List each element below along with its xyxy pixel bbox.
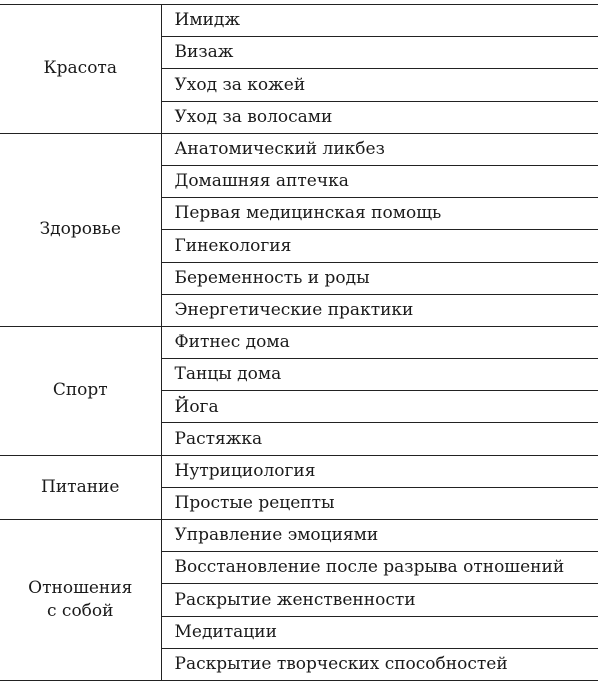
- category-cell: [0, 520, 161, 681]
- category-cell: [0, 455, 161, 519]
- category-label: Питание: [41, 476, 120, 497]
- category-label: с собой: [47, 600, 114, 621]
- topic-cell: Энергетические практики: [161, 294, 598, 326]
- table-row: [0, 326, 598, 358]
- category-cell: [0, 5, 161, 134]
- topic-cell: Нутрициология: [161, 455, 598, 487]
- topic-cell: Домашняя аптечка: [161, 165, 598, 197]
- topic-cell: Раскрытие женственности: [161, 584, 598, 616]
- topic-cell: Раскрытие творческих способностей: [161, 648, 598, 680]
- topic-cell: Беременность и роды: [161, 262, 598, 294]
- table-row: [0, 520, 598, 552]
- topic-cell: Йога: [161, 391, 598, 423]
- course-topics-table: [0, 4, 598, 681]
- category-cell: [0, 326, 161, 455]
- topic-cell: Анатомический ликбез: [161, 133, 598, 165]
- topic-cell: Имидж: [161, 5, 598, 37]
- topic-cell: Танцы дома: [161, 359, 598, 391]
- topic-cell: Визаж: [161, 37, 598, 69]
- topic-cell: Уход за волосами: [161, 101, 598, 133]
- category-label: Здоровье: [39, 219, 121, 240]
- topic-cell: Управление эмоциями: [161, 520, 598, 552]
- topic-cell: Фитнес дома: [161, 326, 598, 358]
- category-cell: [0, 133, 161, 326]
- category-label: Отношения: [28, 578, 133, 599]
- topic-cell: Гинекология: [161, 230, 598, 262]
- table-row: [0, 133, 598, 165]
- topic-cell: Медитации: [161, 616, 598, 648]
- table-body: [0, 5, 598, 681]
- topic-cell: Восстановление после разрыва отношений: [161, 552, 598, 584]
- topic-cell: Первая медицинская помощь: [161, 198, 598, 230]
- category-label: Спорт: [52, 380, 108, 401]
- category-label: Красота: [43, 58, 117, 79]
- table-row: [0, 455, 598, 487]
- table-row: [0, 5, 598, 37]
- topic-cell: Растяжка: [161, 423, 598, 455]
- topic-cell: Уход за кожей: [161, 69, 598, 101]
- topic-cell: Простые рецепты: [161, 487, 598, 519]
